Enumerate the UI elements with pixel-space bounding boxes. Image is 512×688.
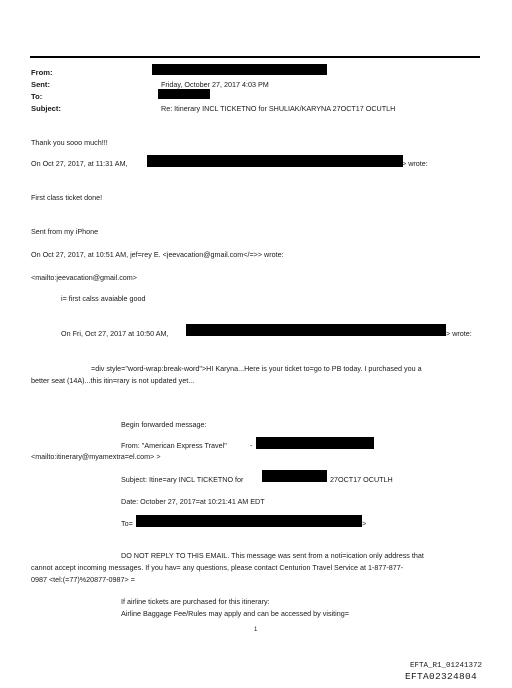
donot-reply-line-3: 0987 <tel:(=77)%20877-0987> = [31,575,135,584]
donot-reply-line-1: DO NOT REPLY TO THIS EMAIL. This message was sent from a noti=ication only address that [121,551,424,560]
header-rule [30,56,480,58]
mailto-line: <mailto:jeevacation@gmail.com> [31,273,137,282]
from-label: From: [31,68,53,77]
redaction-block [186,324,446,336]
first-class-line: First class ticket done! [31,193,103,202]
sent-value: Friday, October 27, 2017 4:03 PM [161,80,269,89]
begin-forwarded-line: Begin forwarded message: [121,420,207,429]
thanks-line: Thank you sooo much!!! [31,138,108,147]
airline-line-2: Airline Baggage Fee/Rules may apply and can be accessed by visiting= [121,609,349,618]
wrote-line-1-end: > wrote: [402,159,428,168]
wrote-line-1: On Oct 27, 2017, at 11:31 AM, [31,159,128,168]
redaction-block [147,155,403,167]
sent-iphone-line: Sent from my iPhone [31,227,99,236]
sent-label: Sent: [31,80,50,89]
wrote-line-2: On Fri, Oct 27, 2017 at 10:50 AM, [61,329,169,338]
jeffrey-wrote-line: On Oct 27, 2017, at 10:51 AM, jef=rey E. <jeevacation@gmail.com</=>> wrote: [31,250,284,259]
from-amex-line: From: "American Express Travel" [121,441,227,450]
fwd-date-line: Date: October 27, 2017=at 10:21:41 AM EDT [121,497,265,506]
to-label: To: [31,92,43,101]
fwd-to-label: To= [121,519,133,528]
redaction-block [152,64,327,75]
seat-line: better seat (14A)...this itin=rary is not updated yet... [31,376,195,385]
page-number: 1 [254,627,258,633]
redaction-block [262,470,327,482]
fwd-to-end: > [362,519,367,528]
wrote-line-2-end: > wrote: [446,329,472,338]
subject-value: Re: Itinerary INCL TICKETNO for SHULIAK/KARYNA 27OCT17 OCUTLH [161,104,396,113]
mailto-itinerary-line: <mailto:itinerary@myamextra=el.com> > [31,452,161,461]
airline-line-1: If airline tickets are purchased for this itinerary: [121,597,270,606]
donot-reply-line-2: cannot accept incoming messages. If you hav= any questions, please contact Centurion Travel Service at 1-877-877- [31,563,404,572]
bates-number-1: EFTA_R1_01241372 [410,662,483,670]
redaction-block [256,437,374,449]
subject-label: Subject: [31,104,61,113]
fwd-subject-end: 27OCT17 OCUTLH [330,475,393,484]
bates-number-2: EFTA02324804 [405,671,478,682]
redaction-block [136,515,362,527]
from-amex-dash: - [250,441,253,450]
div-line: =div style="word-wrap:break-word">HI Karyna...Here is your ticket to=go to PB today. I purchased you a [91,364,422,373]
fwd-subject-line: Subject: Itine=ary INCL TICKETNO for [121,475,244,484]
redaction-block [158,89,210,99]
first-calss-line: i= first calss avaiable good [61,294,146,303]
